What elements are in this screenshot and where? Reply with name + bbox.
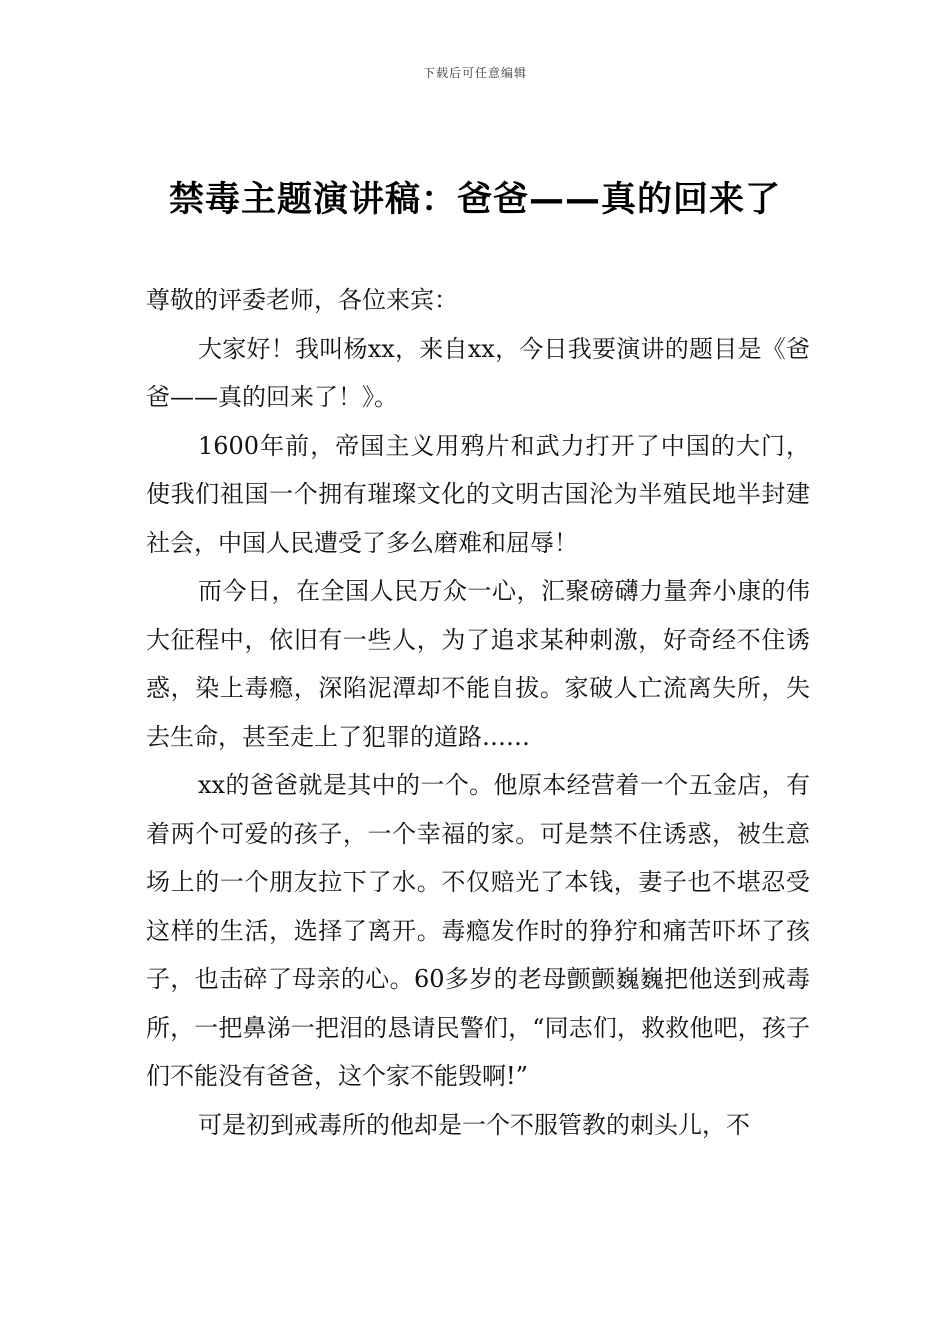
header-note: 下载后可任意编辑	[422, 66, 527, 80]
paragraph-4: xx的爸爸就是其中的一个。他原本经营着一个五金店，有着两个可爱的孩子，一个幸福的家。可是禁不住诱惑，被生意场上的一个朋友拉下了水。不仅赔光了本钱，妻子也不堪忍受这样的生活，选择了离开。毒瘾发作时的狰狞和痛苦吓坏了孩子，也击碎了母亲的心。60多岁的老母颤颤巍巍把他送到戒毒所，一把鼻涕一把泪的恳请民警们，“同志们，救救他吧，孩子们不能没有爸爸，这个家不能毁啊!”	[146, 771, 810, 1090]
salutation: 尊敬的评委老师，各位来宾：	[146, 286, 458, 314]
paragraph-2: 1600年前，帝国主义用鸦片和武力打开了中国的大门，使我们祖国一个拥有璀璨文化的文明古国沦为半殖民地半封建社会，中国人民遭受了多么磨难和屈辱！	[146, 431, 810, 557]
paragraph-3: 而今日，在全国人民万众一心，汇聚磅礴力量奔小康的伟大征程中，依旧有一些人，为了追求某种刺激，好奇经不住诱惑，染上毒瘾，深陷泥潭却不能自拔。家破人亡流离失所，失去生命，甚至走上了犯罪的道路……	[146, 577, 810, 751]
page-title: 禁毒主题演讲稿：爸爸——真的回来了	[168, 180, 781, 220]
document-body	[146, 276, 810, 1149]
paragraph-5: 可是初到戒毒所的他却是一个不服管教的刺头儿，不	[198, 1110, 750, 1139]
paragraph-1: 大家好！我叫杨xx，来自xx，今日我要演讲的题目是《爸爸——真的回来了！》。	[146, 334, 810, 411]
